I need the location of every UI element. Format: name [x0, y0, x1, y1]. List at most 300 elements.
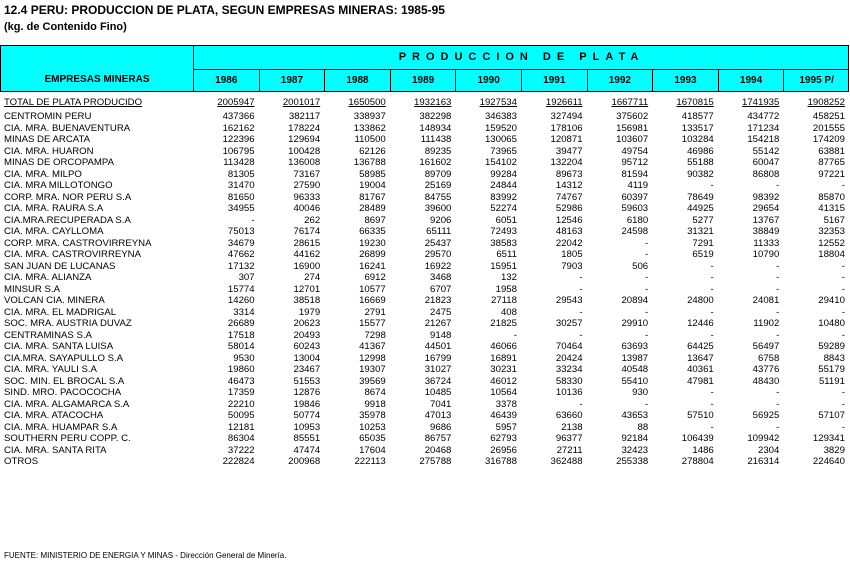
value-text: 106439 [681, 433, 714, 444]
value-text: 27118 [491, 295, 517, 306]
value-text: 98392 [752, 191, 780, 203]
value-text: 30257 [555, 318, 583, 329]
value-text: 16669 [359, 295, 386, 306]
value-text: 8697 [364, 214, 386, 226]
value-text: 73167 [293, 168, 321, 180]
table-row [0, 284, 850, 296]
value-text: 35978 [359, 410, 386, 421]
value-text: 28615 [293, 237, 321, 249]
value-cell [454, 123, 520, 135]
value-cell [389, 146, 455, 158]
value-text: - [841, 306, 845, 318]
value-cell [651, 295, 717, 307]
value-cell [258, 123, 324, 135]
company-name: CIA. MRA. YAULI S.A [4, 364, 97, 375]
value-cell [454, 353, 520, 365]
value-cell [389, 445, 455, 457]
value-text: 1486 [692, 444, 714, 456]
value-cell [782, 445, 848, 457]
table-row [0, 376, 850, 388]
value-cell [192, 445, 258, 457]
company-name: CIA. MRA. ATACOCHA [4, 410, 104, 421]
value-text: 97221 [818, 168, 845, 180]
value-cell [389, 123, 455, 135]
value-cell [651, 238, 717, 250]
value-cell [192, 96, 258, 109]
value-text: 3314 [233, 306, 255, 318]
value-cell [323, 111, 389, 123]
value-cell [520, 169, 586, 181]
value-cell [651, 96, 717, 109]
value-text: 55142 [752, 145, 780, 157]
value-cell [192, 341, 258, 353]
value-text: 16799 [424, 352, 452, 364]
value-cell [717, 399, 783, 411]
value-text: 29543 [555, 295, 583, 306]
value-cell [717, 249, 783, 261]
value-text: 3829 [823, 444, 845, 456]
value-cell [258, 238, 324, 250]
value-cell [192, 261, 258, 273]
value-text: 7903 [561, 260, 583, 272]
value-cell [717, 272, 783, 284]
value-text: 7041 [430, 398, 452, 410]
value-text: 10577 [359, 283, 386, 295]
value-text: 40361 [687, 364, 714, 375]
value-cell [192, 422, 258, 434]
value-text: 16891 [490, 352, 517, 364]
value-cell [454, 180, 520, 192]
value-cell [782, 399, 848, 411]
value-cell [782, 249, 848, 261]
value-cell [258, 422, 324, 434]
value-text: 95712 [621, 157, 649, 168]
value-cell [454, 272, 520, 284]
value-text: 87765 [818, 157, 845, 168]
value-text: - [579, 306, 583, 318]
value-text: 346383 [484, 111, 517, 122]
value-cell [454, 249, 520, 261]
company-name: SOC. MIN. EL BROCAL S.A [4, 375, 125, 387]
value-text: 8843 [823, 352, 845, 364]
value-cell [717, 433, 783, 445]
value-cell [782, 353, 848, 365]
value-cell [454, 318, 520, 330]
value-text: 96333 [293, 191, 321, 203]
value-cell [586, 376, 652, 388]
value-text: 39477 [555, 145, 583, 157]
value-cell [454, 134, 520, 146]
value-text: - [710, 421, 714, 433]
value-text: 10953 [293, 421, 321, 433]
value-text: - [776, 283, 780, 295]
value-cell [782, 307, 848, 319]
value-cell [389, 295, 455, 307]
year-header: 1991 [521, 70, 587, 92]
table-row [0, 146, 850, 158]
value-text: 50095 [227, 410, 255, 421]
value-text: 19230 [359, 237, 386, 249]
value-cell [258, 284, 324, 296]
value-cell [192, 307, 258, 319]
value-text: 31027 [424, 364, 452, 375]
value-text: 38518 [293, 295, 321, 306]
value-cell [651, 111, 717, 123]
value-text: 3378 [495, 398, 517, 410]
value-text: - [644, 398, 649, 410]
value-text: 148934 [419, 122, 452, 134]
value-cell [586, 399, 652, 411]
value-cell [651, 192, 717, 204]
value-text: 46439 [490, 410, 517, 421]
value-cell [586, 307, 652, 319]
value-text: 12446 [687, 318, 714, 329]
value-text: 63660 [555, 410, 583, 421]
table-row [0, 456, 850, 468]
value-cell [520, 330, 586, 342]
value-cell [782, 169, 848, 181]
value-cell [520, 192, 586, 204]
value-text: 418577 [681, 111, 714, 122]
value-cell [651, 422, 717, 434]
value-text: 51191 [818, 375, 845, 387]
value-cell [586, 238, 652, 250]
value-cell [520, 387, 586, 399]
year-header: 1988 [324, 70, 390, 92]
value-text: 32353 [818, 226, 845, 237]
value-cell [192, 318, 258, 330]
value-text: - [644, 329, 649, 341]
value-text: 6707 [430, 283, 452, 295]
value-cell [389, 387, 455, 399]
value-text: 109942 [747, 433, 780, 444]
value-text: 27211 [556, 444, 583, 456]
value-text: - [251, 214, 255, 226]
value-text: 24844 [490, 180, 517, 191]
value-text: 382298 [419, 111, 452, 122]
value-text: 74767 [555, 191, 583, 203]
value-text: 65111 [426, 226, 452, 237]
value-text: - [841, 272, 845, 283]
table-row [0, 445, 850, 457]
value-cell [323, 249, 389, 261]
value-text: 16922 [424, 260, 452, 272]
source-footer: FUENTE: MINISTERIO DE ENERGIA Y MINAS - Dirección General de Minería. [4, 551, 287, 560]
value-cell [454, 111, 520, 123]
table-row [0, 387, 850, 399]
value-text: 44162 [293, 249, 321, 260]
value-text: 59603 [621, 203, 649, 214]
table-row [0, 261, 850, 273]
value-text: - [710, 180, 714, 191]
value-cell [323, 399, 389, 411]
value-text: 55410 [621, 375, 649, 387]
value-text: 136008 [288, 157, 321, 168]
value-cell [192, 295, 258, 307]
value-cell [782, 157, 848, 169]
value-cell [323, 284, 389, 296]
value-cell [192, 238, 258, 250]
value-text: - [710, 272, 714, 283]
company-name: CIA. MRA. RAURA S.A [4, 203, 104, 214]
value-text: 12876 [293, 387, 321, 398]
company-name: MINAS DE ORCOPAMPA [4, 157, 114, 168]
table-title: 12.4 PERU: PRODUCCION DE PLATA, SEGUN EMPRESAS MINERAS: 1985-95 [4, 3, 445, 17]
value-text: 222113 [354, 456, 386, 467]
value-text: 25169 [424, 180, 452, 191]
value-text: 17359 [227, 387, 255, 398]
table-row [0, 399, 850, 411]
value-text: 262 [304, 214, 321, 226]
value-text: 41367 [359, 341, 386, 352]
value-cell [192, 376, 258, 388]
value-cell [389, 353, 455, 365]
value-text: 2791 [364, 306, 386, 318]
value-cell [520, 399, 586, 411]
value-text: 31321 [687, 226, 714, 237]
value-cell [454, 445, 520, 457]
value-text: 178106 [550, 122, 583, 134]
value-text: 129694 [288, 134, 321, 145]
value-cell [323, 295, 389, 307]
value-cell [717, 353, 783, 365]
value-cell [323, 123, 389, 135]
value-text: 81767 [359, 191, 386, 203]
value-cell [782, 111, 848, 123]
value-cell [258, 456, 324, 468]
company-name: SIND. MRO. PACOCOCHA [4, 387, 122, 398]
company-name: CORP. MRA. CASTROVIRREYNA [4, 237, 152, 249]
value-cell [454, 433, 520, 445]
value-cell [586, 226, 652, 238]
value-cell [192, 146, 258, 158]
value-cell [586, 284, 652, 296]
value-text: 29910 [621, 318, 649, 329]
value-text: 2001017 [282, 97, 321, 108]
value-cell [520, 433, 586, 445]
value-cell [520, 226, 586, 238]
value-cell [389, 157, 455, 169]
value-text: 12552 [818, 237, 845, 249]
value-text: 19846 [293, 398, 321, 410]
value-text: 9530 [233, 352, 255, 364]
value-cell [323, 387, 389, 399]
value-text: 5957 [495, 421, 517, 433]
value-cell [717, 456, 783, 468]
value-text: - [776, 272, 780, 283]
value-cell [520, 295, 586, 307]
value-cell [520, 261, 586, 273]
value-text: - [644, 272, 649, 283]
value-cell [782, 422, 848, 434]
value-text: 24081 [752, 295, 780, 306]
value-cell [323, 307, 389, 319]
value-cell [717, 318, 783, 330]
value-cell [192, 284, 258, 296]
value-cell [717, 226, 783, 238]
value-cell [258, 376, 324, 388]
value-text: 110500 [354, 134, 386, 145]
value-cell [258, 307, 324, 319]
value-cell [258, 157, 324, 169]
value-text: - [644, 249, 649, 260]
value-cell [651, 272, 717, 284]
value-text: 64425 [687, 341, 714, 352]
value-text: - [710, 329, 714, 341]
value-text: 21825 [490, 318, 517, 329]
value-cell [258, 433, 324, 445]
value-text: 17132 [227, 260, 255, 272]
value-text: - [579, 272, 583, 283]
value-cell [323, 226, 389, 238]
value-cell [258, 330, 324, 342]
value-cell [258, 399, 324, 411]
company-name: CENTROMIN PERU [4, 111, 92, 122]
table-row [0, 422, 850, 434]
value-text: 29410 [818, 295, 845, 306]
value-cell [717, 169, 783, 181]
value-text: 2475 [430, 306, 452, 318]
value-text: 1958 [495, 283, 517, 295]
value-text: 83992 [490, 191, 517, 203]
value-text: 9686 [430, 421, 452, 433]
value-cell [258, 261, 324, 273]
value-text: 44501 [424, 341, 452, 352]
value-cell [389, 422, 455, 434]
value-cell [389, 318, 455, 330]
value-cell [192, 364, 258, 376]
value-text: 156981 [616, 122, 649, 134]
value-text: 9148 [430, 329, 452, 341]
table-header [0, 45, 849, 92]
value-cell [586, 261, 652, 273]
value-cell [258, 445, 324, 457]
value-text: 103284 [681, 134, 714, 145]
value-text: 159520 [484, 122, 517, 134]
value-cell [258, 249, 324, 261]
value-cell [717, 295, 783, 307]
value-cell [323, 376, 389, 388]
value-cell [192, 433, 258, 445]
value-cell [389, 307, 455, 319]
value-cell [323, 456, 389, 468]
value-cell [454, 341, 520, 353]
value-cell [389, 284, 455, 296]
value-cell [651, 157, 717, 169]
value-cell [323, 238, 389, 250]
value-text: 178224 [288, 122, 321, 134]
value-text: 16241 [359, 260, 386, 272]
value-text: - [841, 283, 845, 295]
value-text: 30231 [490, 364, 517, 375]
value-text: 6519 [692, 249, 714, 260]
value-text: 34679 [227, 237, 255, 249]
value-text: 437366 [222, 111, 255, 122]
company-name: MINSUR S.A [4, 283, 60, 295]
value-cell [782, 376, 848, 388]
value-text: 130065 [484, 134, 517, 145]
value-text: 122396 [222, 134, 255, 145]
value-text: 7291 [692, 237, 714, 249]
value-cell [454, 96, 520, 109]
value-cell [651, 123, 717, 135]
value-text: - [513, 329, 517, 341]
table-row [0, 272, 850, 284]
table-row [0, 364, 850, 376]
value-text: - [579, 283, 583, 295]
company-name: CIA. MRA. HUARON [4, 145, 94, 157]
value-text: 15951 [490, 260, 517, 272]
value-text: 7298 [364, 329, 386, 341]
value-text: 47013 [424, 410, 452, 421]
value-cell [454, 226, 520, 238]
table-row [0, 226, 850, 238]
value-text: - [776, 387, 780, 398]
value-cell [454, 203, 520, 215]
value-cell [717, 387, 783, 399]
value-text: 120871 [550, 134, 583, 145]
company-name: CIA. MRA MILLOTONGO [4, 180, 113, 191]
value-cell [258, 410, 324, 422]
value-cell [323, 341, 389, 353]
value-cell [454, 376, 520, 388]
company-name: CIA. MRA. EL MADRIGAL [4, 306, 117, 318]
value-cell [389, 111, 455, 123]
value-cell [258, 353, 324, 365]
value-text: 1979 [298, 306, 321, 318]
value-text: - [776, 421, 780, 433]
value-text: 20468 [424, 444, 452, 456]
value-text: 1670815 [676, 97, 714, 108]
value-cell [192, 123, 258, 135]
value-cell [454, 307, 520, 319]
value-text: 6758 [758, 352, 780, 364]
value-text: 51553 [293, 375, 321, 387]
value-text: 29570 [424, 249, 452, 260]
value-text: - [644, 283, 649, 295]
value-text: 86757 [424, 433, 452, 444]
value-text: 10564 [490, 387, 517, 398]
value-cell [586, 272, 652, 284]
value-text: 6511 [496, 249, 517, 260]
value-text: 46473 [227, 375, 255, 387]
value-cell [258, 364, 324, 376]
value-text: - [644, 306, 649, 318]
value-text: 132204 [550, 157, 583, 168]
value-cell [717, 364, 783, 376]
value-text: 129341 [812, 433, 845, 444]
value-cell [192, 272, 258, 284]
value-text: 1741935 [741, 97, 780, 108]
value-cell [782, 203, 848, 215]
value-text: 26956 [490, 444, 517, 456]
value-text: 17604 [359, 444, 386, 456]
value-text: 1805 [561, 249, 583, 260]
value-cell [454, 422, 520, 434]
value-text: 72493 [490, 226, 517, 237]
value-text: 40548 [621, 364, 649, 375]
value-text: 62793 [490, 433, 517, 444]
value-cell [782, 134, 848, 146]
year-header: 1987 [259, 70, 325, 92]
value-text: 60397 [621, 191, 649, 203]
value-cell [586, 215, 652, 227]
value-cell [651, 410, 717, 422]
value-cell [717, 96, 783, 109]
value-cell [782, 410, 848, 422]
value-cell [586, 433, 652, 445]
value-text: 47981 [687, 375, 714, 387]
